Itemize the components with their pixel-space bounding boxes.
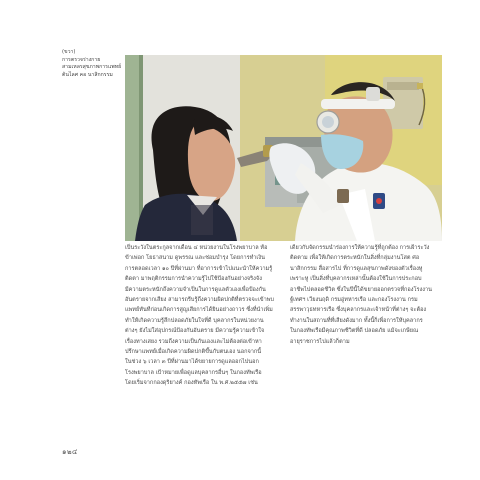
page-number: ๑๒๔ [62, 448, 78, 456]
photo-caption [62, 49, 124, 79]
text-line: เดียวกับจัดกรรมนำร่องการให้ความรู้ที่ถูกต้อง การเฝ้าระวัง [290, 245, 430, 251]
text-line: การตลอดเวลา ๑๐ ปีที่ผ่านมา ที่อาการเข้าไปแนะนำให้ความรู้ [125, 265, 273, 272]
article-column-left [125, 243, 277, 389]
text-line: อันตรายจากเสียง สามารถรีบรู้ถึงความผิดปกติที่ตรวจจะเข้าพบ [125, 297, 274, 304]
text-line: มีความตระหนักถึงความจำเป็นในการดูแลตัวเองเพื่อป้องกัน [125, 286, 266, 293]
text-line: เป็นระวังในตระกูลจากเดือน ๔ หน่วยงานในโรงพยาบาล ท้อ [125, 245, 268, 251]
text-line: เพราะหู เป็นสิ่งที่บุคลากรเหล่านั้นต้องใช้ในการประกอบ [290, 276, 422, 283]
text-line: อายุราชการไปแล้วก็ตาม [290, 338, 350, 345]
text-line: ติดตาม เพื่อให้เกิดการตระหนักในสิ่งที่กลุ่มงานโสต ศอ [290, 255, 420, 262]
caption-line: (ขวา) [62, 49, 76, 55]
text-line: ต่างๆ ยังไม่ใส่อุปกรณ์ป้องกันอันตราย มีความรู้ความเข้าใจ [125, 328, 265, 335]
text-line: เรื่องทางเสยง รวมถึงความเป็นกันเองและไม่ต้องต่อเข้าหา [125, 338, 262, 345]
article-column-right [290, 243, 442, 347]
text-line: โรงพยาบาล เป้าหมายเพื่อดูแลบุคลากรอื่นๆ ในกองทัพเรือ [125, 369, 262, 376]
text-line: ในกองทัพเรือมีคุณภาพชีวิตที่ดี ปลอดภัย แม้จะเกษียณ [290, 328, 419, 335]
text-line: ติดตา มาพฤติกรรมการนำความรู้ไปใช้ป้องกันอย่างจริงจัง [125, 276, 262, 283]
text-line: อาชีพไปตลอดชีวิต ซึ่งในปีนี้ได้ขยายออกตรวจที่กองโรงงาน [290, 286, 432, 293]
text-line: ปรึกษาแพทย์เมื่อเกิดความผิดปกติขึ้นกับตนเอง นอกจากนี้ [125, 349, 262, 356]
photo-doctor-examining-patient [125, 55, 442, 241]
text-line: ทำงานในสถานที่ที่เสียงดังมาก ทั้งนี้ก็เพื่อการให้บุคลากร [290, 317, 423, 324]
caption-line: สามเหลรสุขภาพการแพทย์ [62, 64, 122, 71]
text-line: แพทย์ทันทีก่อนเกิดการสูญเสียการได้ยินอย่างถาวร ซึ่งที่นำเพิ่ม [125, 307, 273, 314]
text-line: โดยเริ่มจากกองดุริยางค์ กองทัพเรือ ใน พ.ศ.๒๕๕๗ เช่น [125, 380, 258, 387]
text-line: ฐ์เทศฯ เวียงนฤดิ กรมอู่ทหารเรือ และกองโรงงาน กรม [290, 297, 418, 304]
caption-line: การตรวจร่างกาย [62, 56, 101, 63]
text-line: ในช่วง ๖ เวลา ๓ ปีที่ผ่านมาได้ขยายการดูแลออกไปนอก [125, 359, 259, 366]
text-line: นาสิกกรรม สื่อสารไป ที่การดูแลสุขภาพดังของตัวเรื่องหู [290, 265, 423, 272]
text-line: ทำให้เกิดความรู้สึกปลอดภัยในใจที่ดี บุคลากรในหน่วยงาน [125, 317, 264, 324]
caption-line: ต้นไลศ คอ นาสิกกรรม [62, 71, 113, 78]
text-line: ข้าเพ่อก โยธาสนาม ดูพรรณ และช่อมบำรุง โดยการทำเงิน [125, 255, 265, 262]
text-line: สรรพาวุธทหารเรือ ซึ่งบุคลากรและเจ้าหน้าที่ต่างๆ จะต้อง [290, 307, 427, 314]
